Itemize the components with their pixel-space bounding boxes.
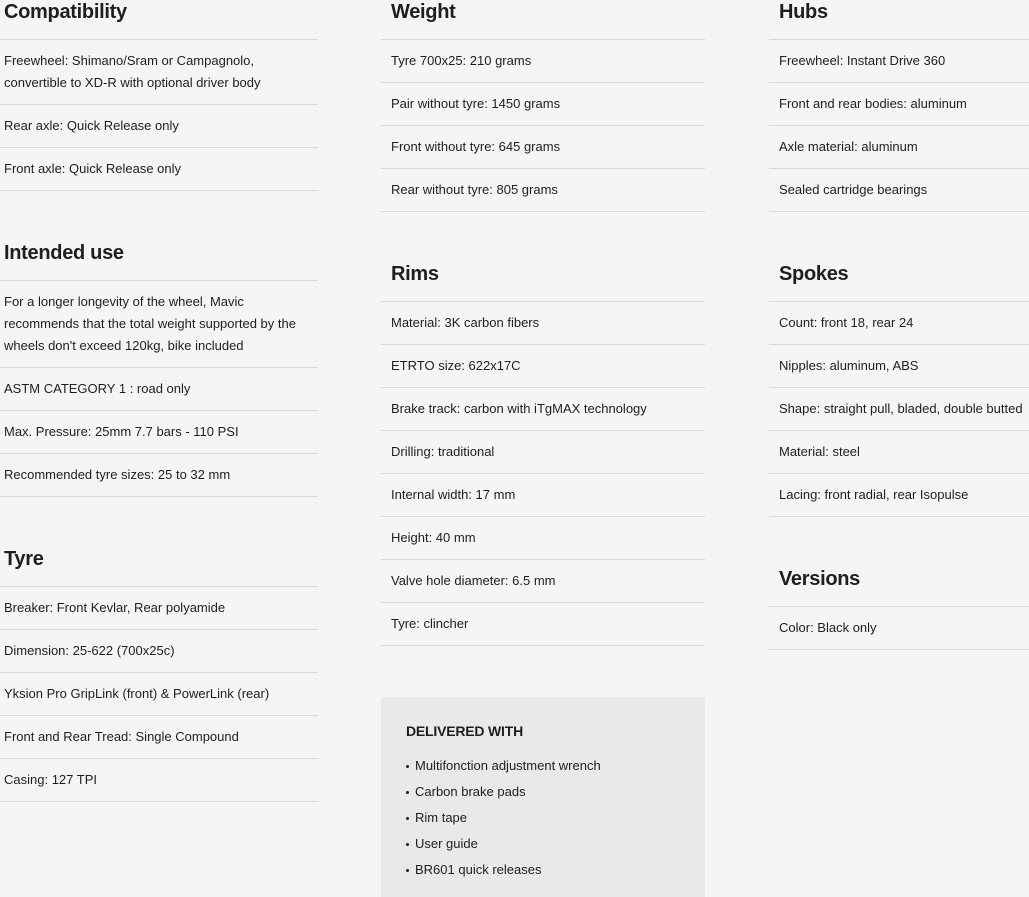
list-item (406, 805, 680, 831)
spec-item: Max. Pressure: 25mm 7.7 bars - 110 PSI (0, 411, 318, 454)
section-title: Versions (769, 567, 1029, 607)
spec-item: Rear axle: Quick Release only (0, 105, 318, 148)
spec-section-spokes (769, 262, 1029, 517)
list-item-label: Carbon brake pads (415, 784, 526, 799)
spec-column-middle (381, 0, 705, 646)
delivered-with-title: DELIVERED WITH (406, 723, 523, 739)
bullet-icon (406, 843, 409, 846)
section-title: Compatibility (0, 0, 318, 40)
section-title: Rims (381, 262, 705, 302)
spec-column-left (0, 0, 318, 802)
spec-item: Height: 40 mm (381, 517, 705, 560)
spec-section-weight (381, 0, 705, 212)
bullet-icon (406, 765, 409, 768)
spec-item: Brake track: carbon with iTgMAX technology (381, 388, 705, 431)
list-item-label: User guide (415, 836, 478, 851)
section-spacer (381, 212, 705, 262)
spec-column-right (769, 0, 1029, 650)
spec-item: Breaker: Front Kevlar, Rear polyamide (0, 587, 318, 630)
spec-item: Valve hole diameter: 6.5 mm (381, 560, 705, 603)
spec-section-intended-use (0, 241, 318, 497)
section-title: Spokes (769, 262, 1029, 302)
spec-item: Drilling: traditional (381, 431, 705, 474)
section-spacer (769, 517, 1029, 567)
spec-section-hubs (769, 0, 1029, 212)
spec-item: Freewheel: Shimano/Sram or Campagnolo, convertible to XD-R with optional driver body (0, 40, 318, 105)
spec-item: Nipples: aluminum, ABS (769, 345, 1029, 388)
spec-item: Front without tyre: 645 grams (381, 126, 705, 169)
spec-item: Front and Rear Tread: Single Compound (0, 716, 318, 759)
spec-item: Tyre: clincher (381, 603, 705, 646)
spec-item: Lacing: front radial, rear Isopulse (769, 474, 1029, 517)
spec-item: Yksion Pro GripLink (front) & PowerLink (rear) (0, 673, 318, 716)
section-title: Tyre (0, 547, 318, 587)
spec-section-compatibility (0, 0, 318, 191)
spec-item: Count: front 18, rear 24 (769, 302, 1029, 345)
spec-item: Internal width: 17 mm (381, 474, 705, 517)
bullet-icon (406, 817, 409, 820)
spec-item: Sealed cartridge bearings (769, 169, 1029, 212)
spec-item: Front and rear bodies: aluminum (769, 83, 1029, 126)
spec-item: Front axle: Quick Release only (0, 148, 318, 191)
section-spacer (0, 191, 318, 241)
list-item (406, 831, 680, 857)
spec-item: ASTM CATEGORY 1 : road only (0, 368, 318, 411)
spec-item: For a longer longevity of the wheel, Mavic recommends that the total weight supported by the wheels don't exceed 120kg, bike included (0, 281, 318, 368)
bullet-icon (406, 869, 409, 872)
delivered-with-list (406, 753, 680, 883)
spec-item: ETRTO size: 622x17C (381, 345, 705, 388)
spec-item: Axle material: aluminum (769, 126, 1029, 169)
spec-section-rims (381, 262, 705, 646)
list-item-label: Multifonction adjustment wrench (415, 758, 601, 773)
spec-item: Material: 3K carbon fibers (381, 302, 705, 345)
spec-item: Recommended tyre sizes: 25 to 32 mm (0, 454, 318, 497)
bullet-icon (406, 791, 409, 794)
spec-section-tyre (0, 547, 318, 802)
spec-item: Color: Black only (769, 607, 1029, 650)
spec-item: Material: steel (769, 431, 1029, 474)
list-item (406, 753, 680, 779)
spec-item: Shape: straight pull, bladed, double butted (769, 388, 1029, 431)
section-spacer (0, 497, 318, 547)
spec-item: Tyre 700x25: 210 grams (381, 40, 705, 83)
list-item-label: Rim tape (415, 810, 468, 825)
list-item-label: BR601 quick releases (415, 862, 542, 877)
section-title: Hubs (769, 0, 1029, 40)
spec-item: Freewheel: Instant Drive 360 (769, 40, 1029, 83)
spec-item: Pair without tyre: 1450 grams (381, 83, 705, 126)
spec-section-versions (769, 567, 1029, 650)
spec-item: Rear without tyre: 805 grams (381, 169, 705, 212)
section-title: Intended use (0, 241, 318, 281)
delivered-with-box (381, 697, 705, 897)
list-item (406, 779, 680, 805)
section-title: Weight (381, 0, 705, 40)
section-spacer (769, 212, 1029, 262)
spec-item: Casing: 127 TPI (0, 759, 318, 802)
list-item (406, 857, 680, 883)
spec-item: Dimension: 25-622 (700x25c) (0, 630, 318, 673)
